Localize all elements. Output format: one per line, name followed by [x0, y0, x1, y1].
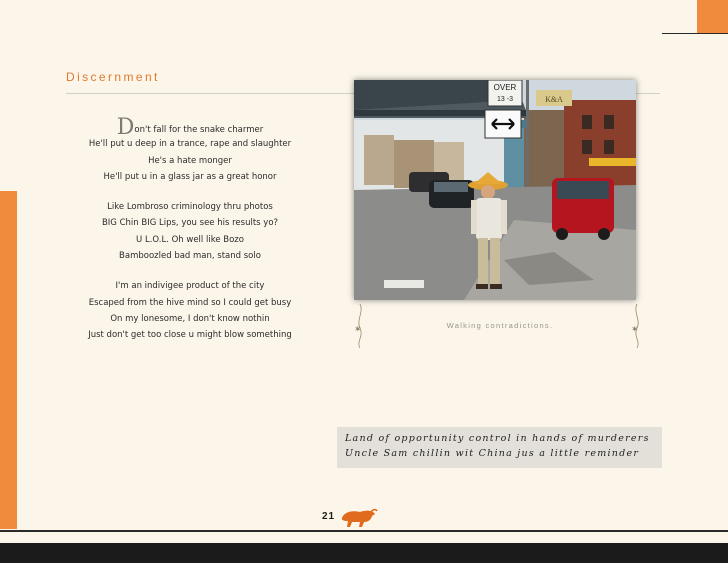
poem-line — [60, 115, 320, 140]
footer-rule — [0, 530, 728, 532]
street-scene-image — [354, 80, 636, 300]
section-title: Discernment — [66, 70, 160, 84]
store-sign-text: K&A — [545, 95, 563, 104]
footer-band — [0, 543, 728, 563]
drop-cap: D — [116, 115, 135, 140]
page-number: 21 — [322, 511, 336, 522]
vine-ornament-left — [350, 302, 374, 350]
poem-line: He'll put u deep in a trance, rape and slaughter — [88, 139, 292, 150]
photo-caption: Walking contradictions. — [446, 321, 554, 330]
corner-tab — [697, 0, 728, 33]
bull-icon — [338, 506, 378, 528]
pull-quote-line: Land of opportunity control in hands of murderers — [345, 433, 650, 444]
poem-line: Escaped from the hive mind so I could get busy — [88, 297, 292, 308]
left-accent-bar — [0, 191, 17, 529]
poem-line: Just don't get too close u might blow something — [88, 330, 292, 341]
vine-ornament-right — [625, 302, 649, 350]
poem-line: BIG Chin BIG Lips, you see his results yo? — [101, 218, 279, 229]
poem-line: He's a hate monger — [148, 155, 232, 166]
street-photo — [354, 80, 636, 300]
svg-text:✶: ✶ — [354, 325, 362, 335]
top-rule — [662, 33, 728, 34]
sign-clearance-text: 13 -3 — [497, 96, 513, 103]
poem-line: Bamboozled bad man, stand solo — [119, 251, 261, 262]
poem — [60, 115, 320, 344]
poem-line-text: on't fall for the snake charmer — [134, 125, 264, 135]
pull-quote — [337, 427, 662, 468]
sign-over-text: OVER — [493, 83, 517, 92]
poem-line: I'm an indivigee product of the city — [115, 281, 265, 292]
poem-line: Like Lombroso criminology thru photos — [107, 202, 273, 213]
svg-text:✶: ✶ — [631, 325, 639, 335]
poem-line: U L.O.L. Oh well like Bozo — [136, 234, 244, 245]
poem-line: On my lonesome, I don't know nothin — [110, 313, 270, 324]
poem-line: He'll put u in a glass jar as a great honor — [103, 171, 277, 182]
pull-quote-line: Uncle Sam chillin wit China jus a little reminder — [345, 448, 640, 459]
